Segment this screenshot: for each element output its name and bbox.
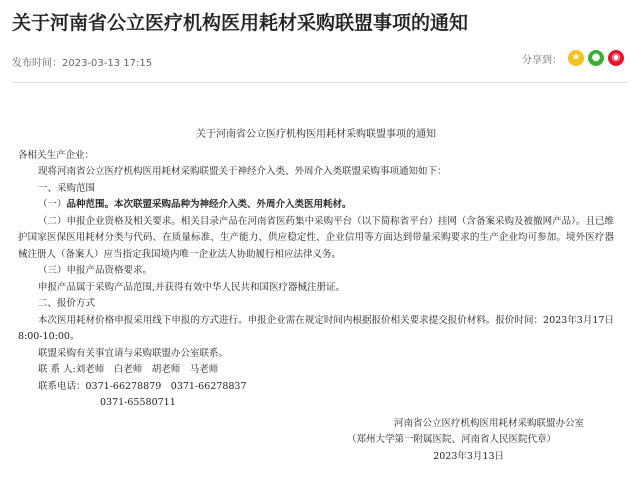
section-1-item-2: （二）申报企业资格及相关要求。相关目录产品在河南省医药集中采购平台（以下简称省平台）挂网（含备案采购及被撤网产品）。且已维护国家医保医用耗材分类与代码、在质量标准、生产能力、供应稳定性、企业信用等方面达到带量采购要求的生产企业均可参加。境外医疗器械注册人（备案人）应当指定我国境内唯一企业法人协助履行相应法律义务。 <box>18 215 614 260</box>
share-label: 分享到： <box>522 54 562 66</box>
contact-phone-2: 0371-66278837 <box>170 380 247 392</box>
section-1-title: 一、采购范围 <box>38 182 96 194</box>
section-2-title: 二、报价方式 <box>38 298 96 309</box>
qzone-star-icon[interactable]: ★ <box>568 50 584 66</box>
salutation: 各相关生产企业： <box>18 149 95 161</box>
contact-phone <box>18 379 614 396</box>
document-title: 关于河南省公立医疗机构医用耗材采购联盟事项的通知 <box>196 129 436 140</box>
section-1-item-3: （三）申报产品资格要求。 <box>38 265 153 276</box>
publish-time-label: 发布时间： <box>12 58 62 69</box>
publish-time: 2023-03-13 17:15 <box>62 58 153 69</box>
item-1-text: 品种范围。本次联盟采购品种为神经介入类、外周介入类医用耗材。 <box>66 199 352 210</box>
article-title: 关于河南省公立医疗机构医用耗材采购联盟事项的通知 <box>12 12 469 34</box>
contact-phone-label: 联系电话： <box>38 380 86 392</box>
section-1-item-3-desc: 申报产品属于采购产品范围,并获得有效中华人民共和国医疗器械注册证。 <box>38 281 346 293</box>
contact-people-label: 联 系 人: <box>38 364 76 375</box>
publish-info <box>12 54 152 69</box>
contact-phone-1: 0371-66278879 <box>85 380 162 392</box>
intro-paragraph: 现将河南省公立医疗机构医用耗材采购联盟关于神经介入类、外周介入类联盟采购事项通知如下： <box>38 166 447 177</box>
signature-note: （郑州大学第一附属医院、河南省人民医院代章） <box>346 434 556 445</box>
signature-date: 2023年3月13日 <box>433 450 504 462</box>
header-divider <box>12 82 628 83</box>
share-bar <box>522 50 624 66</box>
wechat-icon[interactable]: ● <box>588 50 604 66</box>
item-1-prefix: （一） <box>38 199 67 210</box>
contact-phone-3: 0371-65580711 <box>100 397 176 408</box>
section-2-desc: 本次医用耗材价格申报采用线下申报的方式进行。申报企业需在规定时间内根据报价相关要求提交报价材料。报价时间：2023年3月17日8:00-10:00。 <box>18 314 614 342</box>
contact-intro: 联盟采购有关事宜请与采购联盟办公室联系。 <box>38 347 229 359</box>
article-meta-bar <box>12 50 628 78</box>
section-1-item-1 <box>18 197 614 214</box>
contact-people-names: 刘老师 白老师 胡老师 马老师 <box>75 364 219 375</box>
signature-org: 河南省公立医疗机构医用耗材采购联盟办公室 <box>393 417 584 429</box>
weibo-icon[interactable]: ◉ <box>608 50 624 66</box>
contact-people <box>18 362 614 379</box>
document-body <box>12 127 628 465</box>
